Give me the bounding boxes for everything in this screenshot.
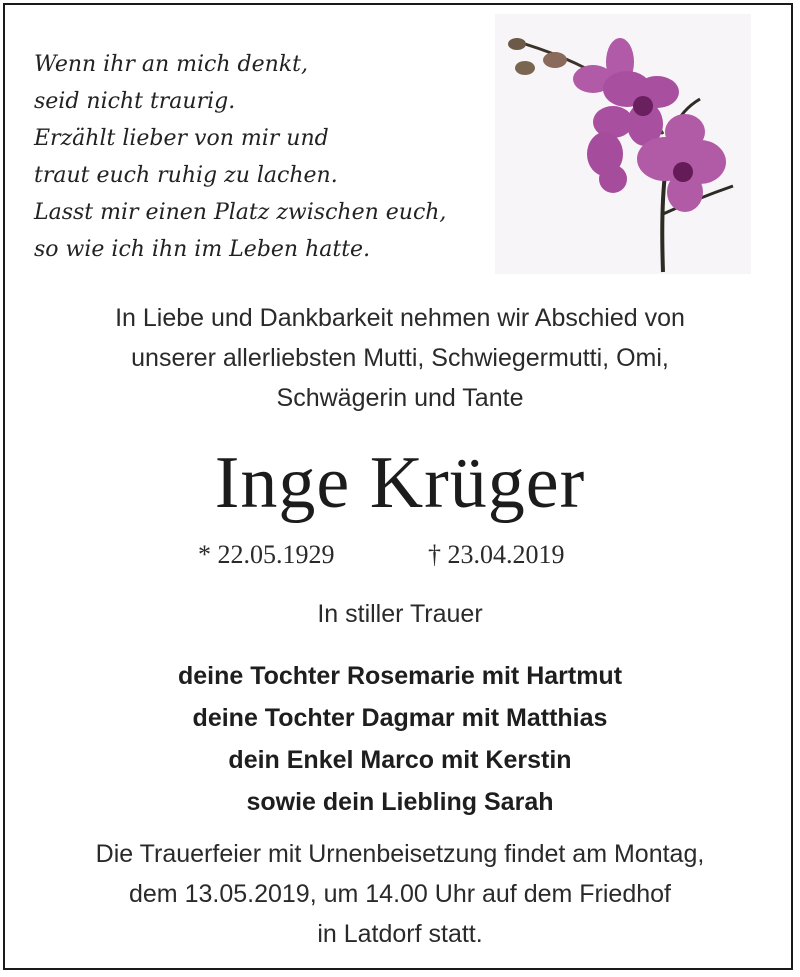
funeral-notice — [0, 834, 800, 954]
mourner-line: dein Enkel Marco mit Kerstin — [228, 746, 572, 774]
poem — [34, 46, 504, 268]
mourner-line: sowie dein Liebling Sarah — [246, 788, 554, 816]
poem-line: Wenn ihr an mich denkt, — [34, 52, 308, 77]
mourners-list — [0, 655, 800, 823]
intro-line: In Liebe und Dankbarkeit nehmen wir Abschied von — [115, 304, 685, 332]
mourning-heading: In stiller Trauer — [317, 600, 483, 628]
mourner-line: deine Tochter Dagmar mit Matthias — [192, 704, 608, 732]
poem-line: traut euch ruhig zu lachen. — [34, 163, 338, 188]
funeral-line: Die Trauerfeier mit Urnenbeisetzung findet am Montag, — [95, 840, 705, 868]
intro-line: Schwägerin und Tante — [276, 384, 524, 412]
poem-line: Erzählt lieber von mir und — [34, 126, 329, 151]
funeral-line: in Latdorf statt. — [317, 920, 483, 948]
life-dates — [0, 540, 800, 580]
death-date: † 23.04.2019 — [428, 540, 565, 569]
deceased-name: Inge Krüger — [214, 442, 586, 524]
intro-line: unserer allerliebsten Mutti, Schwiegermutti, Omi, — [131, 344, 669, 372]
mourner-line: deine Tochter Rosemarie mit Hartmut — [177, 662, 623, 690]
intro-text — [0, 298, 800, 418]
poem-line: seid nicht traurig. — [34, 89, 236, 114]
poem-line: Lasst mir einen Platz zwischen euch, — [34, 200, 447, 225]
funeral-line: dem 13.05.2019, um 14.00 Uhr auf dem Friedhof — [129, 880, 671, 908]
poem-line: so wie ich ihn im Leben hatte. — [34, 237, 371, 262]
orchid-image — [495, 14, 751, 274]
birth-date: * 22.05.1929 — [198, 540, 335, 569]
